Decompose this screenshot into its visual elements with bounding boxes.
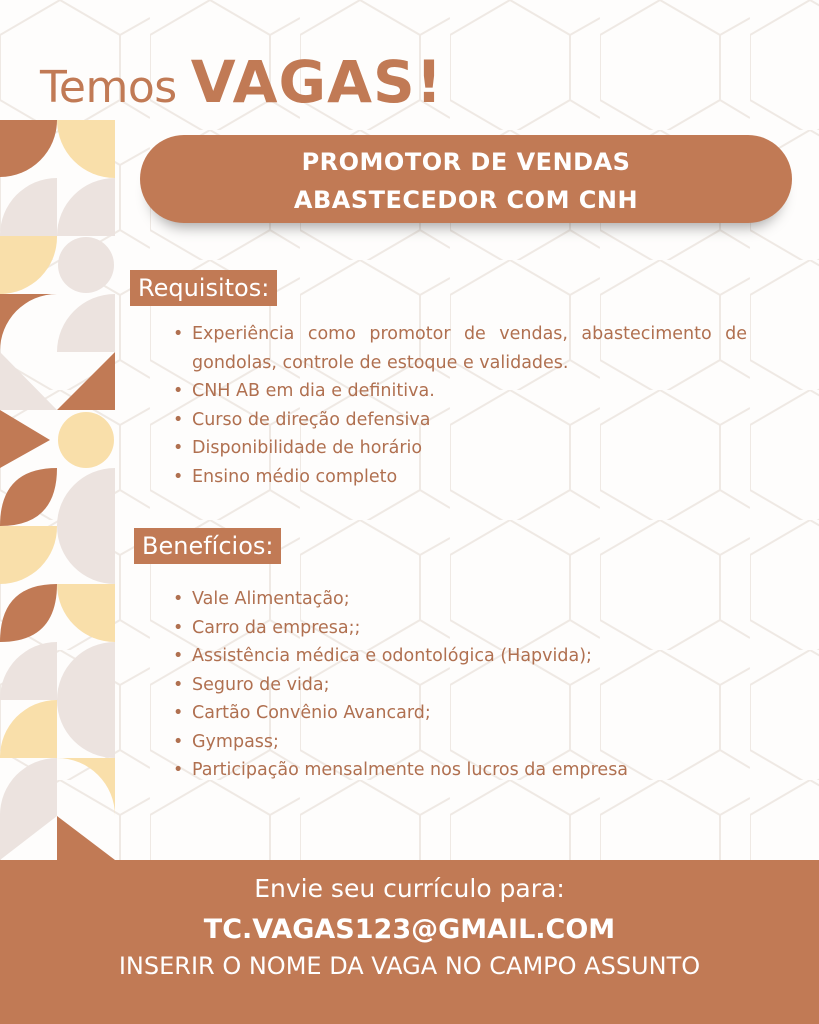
job-title-line2: ABASTECEDOR COM CNH	[293, 186, 639, 214]
requisitos-list	[172, 320, 747, 491]
list-item: • Assistência médica e odontológica (Hapvida);	[172, 642, 772, 671]
footer-instructions: INSERIR O NOME DA VAGA NO CAMPO ASSUNTO	[118, 952, 701, 980]
list-item: • Curso de direção defensiva	[172, 406, 747, 435]
geometric-decoration	[0, 120, 115, 860]
list-item: • Participação mensalmente nos lucros da empresa	[172, 756, 772, 785]
footer-email: TC.VAGAS123@GMAIL.COM	[203, 914, 616, 945]
headline-temos: Temos	[40, 62, 177, 113]
job-title-line1: PROMOTOR DE VENDAS	[301, 148, 631, 176]
list-item: • Carro da empresa;;	[172, 614, 772, 643]
list-item: • Gympass;	[172, 728, 772, 757]
footer-send-cv: Envie seu currículo para:	[254, 874, 565, 903]
headline-vagas: VAGAS!	[190, 48, 444, 116]
list-item: • Vale Alimentação;	[172, 585, 772, 614]
list-item: • Ensino médio completo	[172, 463, 747, 492]
list-item: • Experiência como promotor de vendas, abastecimento de gondolas, controle de estoque e validades.	[172, 320, 747, 377]
beneficios-list	[172, 585, 772, 785]
list-item: • Seguro de vida;	[172, 671, 772, 700]
footer	[0, 860, 819, 1024]
headline	[40, 48, 443, 116]
beneficios-heading: Benefícios:	[134, 528, 281, 564]
list-item: • Disponibilidade de horário	[172, 434, 747, 463]
requisitos-heading: Requisitos:	[130, 270, 277, 306]
job-title	[140, 143, 792, 219]
list-item: • CNH AB em dia e definitiva.	[172, 377, 747, 406]
list-item: • Cartão Convênio Avancard;	[172, 699, 772, 728]
